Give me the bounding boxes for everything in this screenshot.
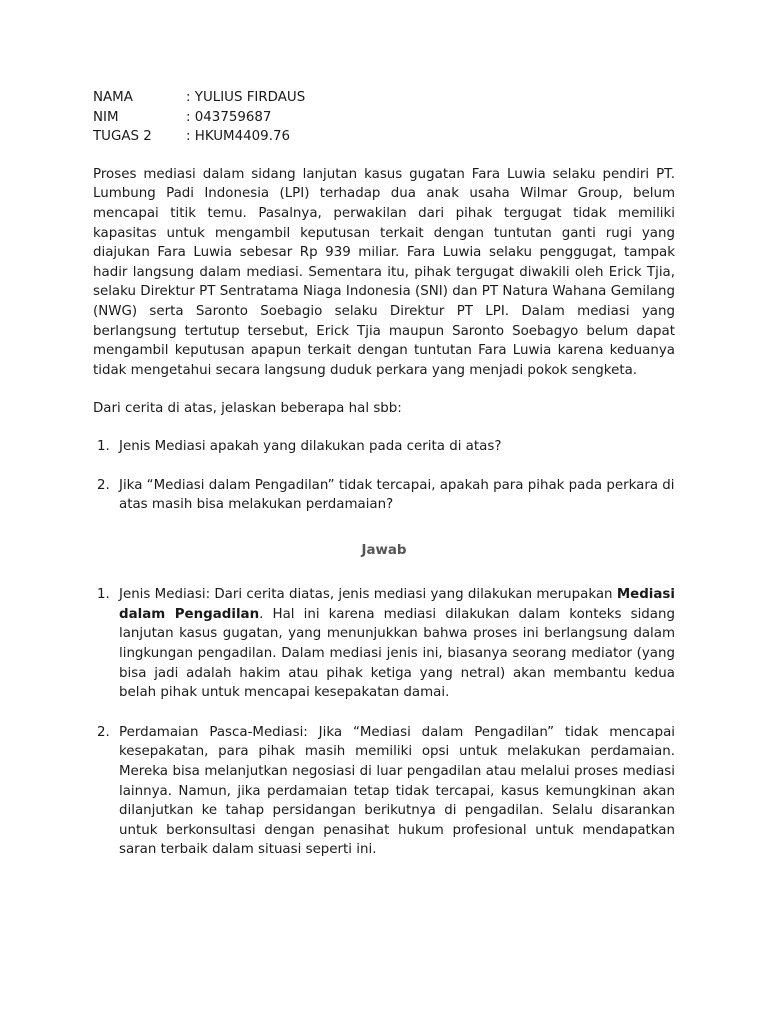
case-description: Proses mediasi dalam sidang lanjutan kasus gugatan Fara Luwia selaku pendiri PT. Lumbung Padi Indonesia (LPI) terhadap dua anak usaha Wilmar Group, belum mencapai titik temu. Pasalnya, perwakilan dari pihak tergugat tidak memiliki kapasitas untuk mengambil keputusan terkait dengan tuntutan ganti rugi yang diajukan Fara Luwia sebesar Rp 939 miliar. Fara Luwia selaku penggugat, tampak hadir langsung dalam mediasi. Sementara itu, pihak tergugat diwakili oleh Erick Tjia, selaku Direktur PT Sentratama Niaga Indonesia (SNI) dan PT Natura Wahana Gemilang (NWG) serta Saronto Soebagio selaku Direktur PT LPI. Dalam mediasi yang berlangsung tertutup tersebut, Erick Tjia maupun Saronto Soebagyo belum dapat mengambil keputusan apapun terkait dengan tuntutan Fara Luwia karena keduanya tidak mengetahui secara langsung duduk perkara yang menjadi pokok sengketa. [93,166,675,378]
assignment-row [93,127,675,147]
answer-heading: Jawab [361,542,407,558]
question-list [93,437,675,515]
question-number: 1. [97,438,110,454]
nim-row [93,108,675,128]
assignment-label: TUGAS 2 [93,129,152,145]
answer-item [93,585,675,703]
answer-list [93,585,675,860]
question-item [93,437,675,457]
question-text: Jenis Mediasi apakah yang dilakukan pada cerita di atas? [119,438,502,454]
answer-text: Perdamaian Pasca-Mediasi: Jika “Mediasi dalam Pengadilan” tidak mencapai kesepakatan, para pihak masih memiliki opsi untuk melakukan perdamaian. Mereka bisa melanjutkan negosiasi di luar pengadilan atau melalui proses mediasi lainnya. Namun, jika perdamaian tetap tidak tercapai, kasus kemungkinan akan dilanjutkan ke tahap persidangan berikutnya di pengadilan. Selalu disarankan untuk berkonsultasi dengan penasihat hukum profesional untuk mendapatkan saran terbaik dalam situasi seperti ini. [119,724,675,858]
nim-value: : 043759687 [186,109,272,125]
answer-item [93,723,675,860]
nim-label: NIM [93,109,119,125]
question-item [93,476,675,515]
student-info [93,88,675,147]
answer-number: 2. [97,724,110,740]
answer-bold-term: Mediasi dalam Pengadilan [119,587,675,622]
answer-number: 1. [97,587,110,603]
name-value: : YULIUS FIRDAUS [186,90,306,105]
name-label: NAMA [93,90,133,105]
name-row [93,88,675,108]
assignment-value: : HKUM4409.76 [186,129,290,145]
answer-text-after: . Hal ini karena mediasi dilakukan dalam konteks sidang lanjutan kasus gugatan, yang menunjukkan bahwa proses ini berlangsung dalam lingkungan pengadilan. Dalam mediasi jenis ini, biasanya seorang mediator (yang bisa jadi adalah hakim atau pihak ketiga yang netral) akan membantu kedua belah pihak untuk mencapai kesepakatan damai. [119,606,676,701]
answer-text-before: Jenis Mediasi: Dari cerita diatas, jenis mediasi yang dilakukan merupakan [119,587,617,603]
document-page [93,88,675,860]
question-prompt: Dari cerita di atas, jelaskan beberapa hal sbb: [93,401,402,417]
answer-text [119,585,675,703]
question-text: Jika “Mediasi dalam Pengadilan” tidak tercapai, apakah para pihak pada perkara di atas masih bisa melakukan perdamaian? [119,477,675,513]
question-number: 2. [97,477,110,493]
